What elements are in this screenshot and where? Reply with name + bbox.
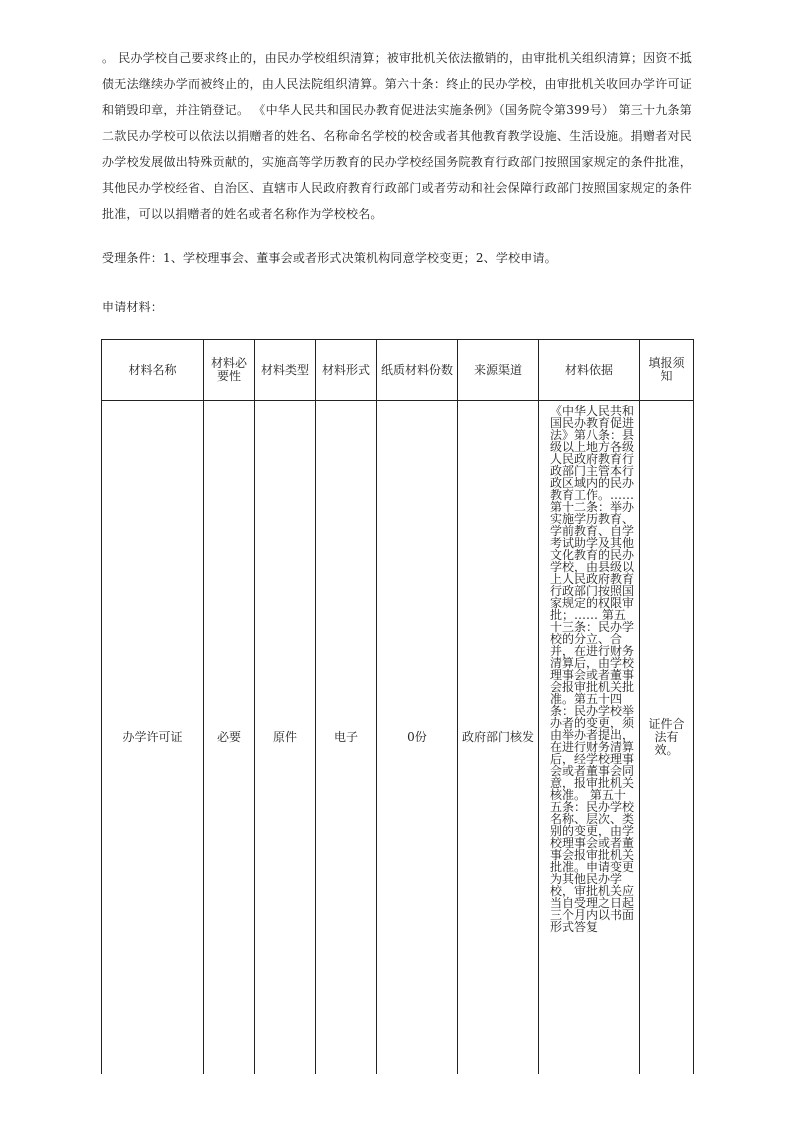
header-basis: 材料依据 (539, 340, 640, 401)
header-necessity: 材料必要性 (204, 340, 255, 401)
table-header-row (102, 340, 694, 401)
header-material-form: 材料形式 (316, 340, 377, 401)
header-notes: 填报须知 (640, 340, 694, 401)
basis-text: 《中华人民共和国民办教育促进法》第八条：县级以上地方各级人民政府教育行政部门主管本行政区域内的民办教育工作。…… 第十二条：举办实施学历教育、学前教育、自学考试助学及其他文化教育的民办学校，由县级以上人民政府教育行政部门按照国家规定的权限审批；…… 第五十三条：民办学校的分立、合并，在进行财务清算后，由学校理事会或者董事会报审批机关批准。第五十四条：民办学校举办者的变更，须由举办者提出，在进行财务清算后，经学校理事会或者董事会同意，报审批机关核准。 第五十五条：民办学校名称、层次、类别的变更，由学校理事会或者董事会报审批机关批准。申请变更为其他民办学校，审批机关应当自受理之日起三个月内以书面形式答复 (550, 405, 635, 934)
cell-paper-copies: 0份 (377, 401, 458, 1075)
header-material-name: 材料名称 (102, 340, 204, 401)
table-row (102, 401, 694, 1075)
materials-table (101, 339, 694, 1075)
header-material-type: 材料类型 (255, 340, 316, 401)
cell-material-name: 办学许可证 (102, 401, 204, 1075)
acceptance-conditions: 受理条件：1、学校理事会、董事会或者形式决策机构同意学校变更；2、学校申请。 (102, 251, 557, 265)
materials-heading: 申请材料： (102, 300, 164, 314)
cell-material-type: 原件 (255, 401, 316, 1075)
intro-paragraph: 。 民办学校自己要求终止的，由民办学校组织清算；被审批机关依法撤销的，由审批机关组织清算；因资不抵债无法继续办学而被终止的，由人民法院组织清算。第六十条：终止的民办学校，由审批机关收回办学许可证和销毁印章，并注销登记。 《中华人民共和国民办教育促进法实施条例》（国务院令第399号） 第三十九条第二款民办学校可以依法以捐赠者的姓名、名称命名学校的校舍或者其他教育教学设施、生活设施。捐赠者对民办学校发展做出特殊贡献的，实施高等学历教育的民办学校经国务院教育行政部门按照国家规定的条件批准，其他民办学校经省、自治区、直辖市人民政府教育行政部门或者劳动和社会保障行政部门按照国家规定的条件批准，可以以捐赠者的姓名或者名称作为学校校名。 (102, 51, 692, 221)
cell-source: 政府部门核发 (458, 401, 539, 1075)
header-paper-copies: 纸质材料份数 (377, 340, 458, 401)
header-source: 来源渠道 (458, 340, 539, 401)
cell-notes: 证件合法有效。 (640, 401, 694, 1075)
cell-necessity: 必要 (204, 401, 255, 1075)
page-bottom-margin (0, 1074, 793, 1122)
cell-basis (539, 401, 640, 1075)
cell-material-form: 电子 (316, 401, 377, 1075)
